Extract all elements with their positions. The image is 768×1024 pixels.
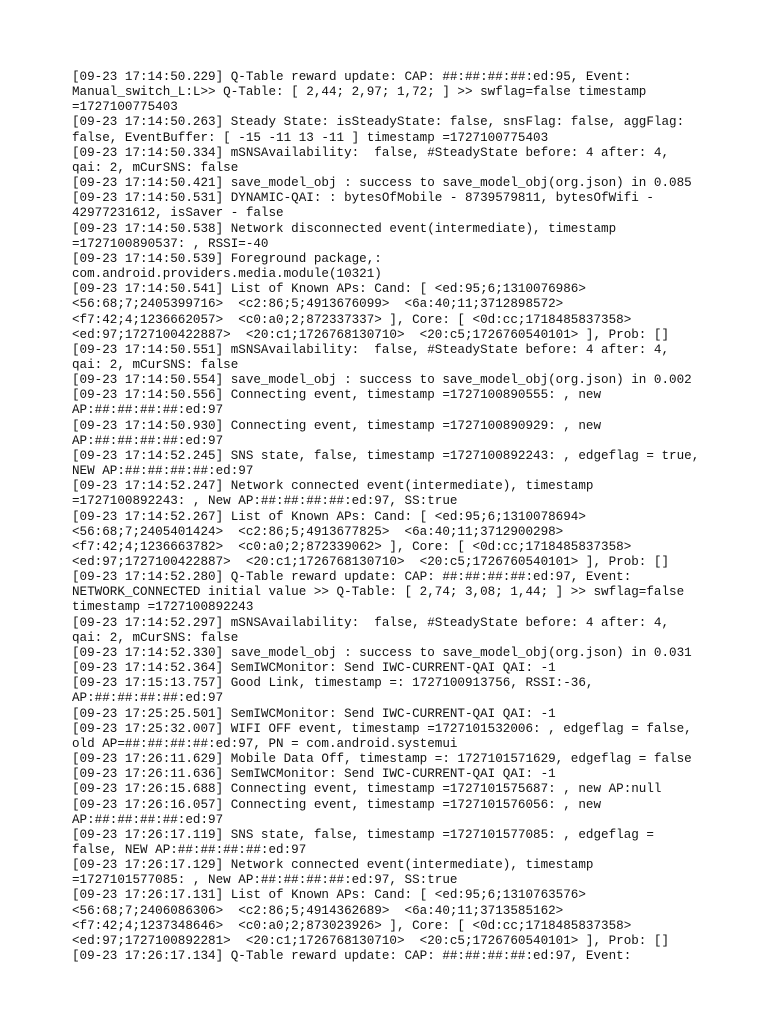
log-line: [09-23 17:14:52.247] Network connected event(intermediate), timestamp bbox=[72, 479, 594, 494]
log-line: [09-23 17:14:52.280] Q-Table reward update: CAP: ##:##:##:##:ed:97, Event: bbox=[72, 570, 632, 585]
log-line: old AP=##:##:##:##:ed:97, PN = com.android.systemui bbox=[72, 736, 458, 751]
log-line: false, EventBuffer: [ -15 -11 13 -11 ] timestamp =1727100775403 bbox=[72, 130, 549, 145]
log-line: [09-23 17:14:50.556] Connecting event, timestamp =1727100890555: , new bbox=[72, 388, 602, 403]
log-line: [09-23 17:14:50.930] Connecting event, timestamp =1727100890929: , new bbox=[72, 418, 602, 433]
log-line: AP:##:##:##:##:ed:97 bbox=[72, 403, 224, 418]
log-line: [09-23 17:14:50.334] mSNSAvailability: false, #SteadyState before: 4 after: 4, bbox=[72, 145, 670, 160]
log-line: <f7:42;4;1236663782> <c0:a0;2;872339062> ], Core: [ <0d:cc;1718485837358> bbox=[72, 539, 632, 554]
log-line: =1727100775403 bbox=[72, 100, 178, 115]
log-line: <ed:97;1727100422887> <20:c1;1726768130710> <20:c5;1726760540101> ], Prob: [] bbox=[72, 327, 670, 342]
log-line: AP:##:##:##:##:ed:97 bbox=[72, 433, 224, 448]
log-line: [09-23 17:14:52.267] List of Known APs: Cand: [ <ed:95;6;1310078694> bbox=[72, 509, 586, 524]
log-line: [09-23 17:14:50.531] DYNAMIC-QAI: : bytesOfMobile - 8739579811, bytesOfWifi - bbox=[72, 191, 654, 206]
log-line: <56:68;7;2405401424> <c2:86;5;4913677825> <6a:40;11;3712900298> bbox=[72, 524, 564, 539]
log-line: <f7:42;4;1237348646> <c0:a0;2;873023926> ], Core: [ <0d:cc;1718485837358> bbox=[72, 918, 632, 933]
log-document bbox=[72, 70, 702, 964]
log-line: [09-23 17:26:17.134] Q-Table reward update: CAP: ##:##:##:##:ed:97, Event: bbox=[72, 949, 632, 964]
log-line: [09-23 17:26:17.119] SNS state, false, timestamp =1727101577085: , edgeflag = bbox=[72, 827, 654, 842]
log-line: AP:##:##:##:##:ed:97 bbox=[72, 691, 224, 706]
log-line: =1727101577085: , New AP:##:##:##:##:ed:97, SS:true bbox=[72, 873, 458, 888]
log-line: [09-23 17:15:13.757] Good Link, timestamp =: 1727100913756, RSSI:-36, bbox=[72, 676, 594, 691]
log-line: [09-23 17:26:16.057] Connecting event, timestamp =1727101576056: , new bbox=[72, 797, 602, 812]
log-line: [09-23 17:14:50.541] List of Known APs: Cand: [ <ed:95;6;1310076986> bbox=[72, 282, 586, 297]
log-line: =1727100890537: , RSSI=-40 bbox=[72, 236, 269, 251]
log-line: <56:68;7;2405399716> <c2:86;5;4913676099> <6a:40;11;3712898572> bbox=[72, 297, 564, 312]
log-line: 42977231612, isSaver - false bbox=[72, 206, 284, 221]
log-line: [09-23 17:14:52.297] mSNSAvailability: false, #SteadyState before: 4 after: 4, bbox=[72, 615, 670, 630]
log-line: [09-23 17:14:50.229] Q-Table reward update: CAP: ##:##:##:##:ed:95, Event: bbox=[72, 70, 632, 84]
log-line: <f7:42;4;1236662057> <c0:a0;2;872337337> ], Core: [ <0d:cc;1718485837358> bbox=[72, 312, 632, 327]
log-line: Manual_switch_L:L>> Q-Table: [ 2,44; 2,97; 1,72; ] >> swflag=false timestamp bbox=[72, 85, 647, 100]
log-line: <ed:97;1727100422887> <20:c1;1726768130710> <20:c5;1726760540101> ], Prob: [] bbox=[72, 555, 670, 569]
log-line: timestamp =1727100892243 bbox=[72, 600, 254, 615]
log-line: [09-23 17:14:50.551] mSNSAvailability: false, #SteadyState before: 4 after: 4, bbox=[72, 342, 670, 357]
log-line: [09-23 17:25:32.007] WIFI OFF event, timestamp =1727101532006: , edgeflag = false, bbox=[72, 721, 692, 736]
log-line: qai: 2, mCurSNS: false bbox=[72, 630, 239, 645]
log-line: [09-23 17:14:50.554] save_model_obj : success to save_model_obj(org.json) in 0.002 bbox=[72, 373, 692, 388]
log-line: [09-23 17:26:11.629] Mobile Data Off, timestamp =: 1727101571629, edgeflag = false bbox=[72, 752, 692, 767]
log-line: [09-23 17:14:50.263] Steady State: isSteadyState: false, snsFlag: false, aggFlag: bbox=[72, 115, 685, 130]
log-line: [09-23 17:14:50.539] Foreground package,: bbox=[72, 251, 382, 266]
log-line: [09-23 17:14:52.245] SNS state, false, timestamp =1727100892243: , edgeflag = true, bbox=[72, 448, 700, 463]
log-line: NETWORK_CONNECTED initial value >> Q-Table: [ 2,74; 3,08; 1,44; ] >> swflag=false bbox=[72, 585, 685, 600]
log-line: NEW AP:##:##:##:##:ed:97 bbox=[72, 464, 254, 479]
log-line: <ed:97;1727100892281> <20:c1;1726768130710> <20:c5;1726760540101> ], Prob: [] bbox=[72, 933, 670, 948]
log-line: [09-23 17:26:15.688] Connecting event, timestamp =1727101575687: , new AP:null bbox=[72, 782, 662, 797]
log-line: qai: 2, mCurSNS: false bbox=[72, 160, 239, 175]
log-line: [09-23 17:26:17.129] Network connected event(intermediate), timestamp bbox=[72, 858, 594, 873]
log-line: [09-23 17:26:17.131] List of Known APs: Cand: [ <ed:95;6;1310763576> bbox=[72, 888, 586, 903]
log-line: =1727100892243: , New AP:##:##:##:##:ed:97, SS:true bbox=[72, 494, 458, 509]
log-line: [09-23 17:14:52.364] SemIWCMonitor: Send IWC-CURRENT-QAI QAI: -1 bbox=[72, 661, 556, 676]
log-line: [09-23 17:14:50.421] save_model_obj : success to save_model_obj(org.json) in 0.085 bbox=[72, 176, 692, 191]
log-line: AP:##:##:##:##:ed:97 bbox=[72, 812, 224, 827]
log-line: [09-23 17:26:11.636] SemIWCMonitor: Send IWC-CURRENT-QAI QAI: -1 bbox=[72, 767, 556, 782]
log-line: [09-23 17:14:50.538] Network disconnected event(intermediate), timestamp bbox=[72, 221, 617, 236]
log-line: qai: 2, mCurSNS: false bbox=[72, 357, 239, 372]
log-line: com.android.providers.media.module(10321) bbox=[72, 267, 382, 282]
log-line: false, NEW AP:##:##:##:##:ed:97 bbox=[72, 842, 307, 857]
log-line: [09-23 17:14:52.330] save_model_obj : success to save_model_obj(org.json) in 0.031 bbox=[72, 645, 692, 660]
log-line: <56:68;7;2406086306> <c2:86;5;4914362689> <6a:40;11;3713585162> bbox=[72, 903, 564, 918]
log-line: [09-23 17:25:25.501] SemIWCMonitor: Send IWC-CURRENT-QAI QAI: -1 bbox=[72, 706, 556, 721]
